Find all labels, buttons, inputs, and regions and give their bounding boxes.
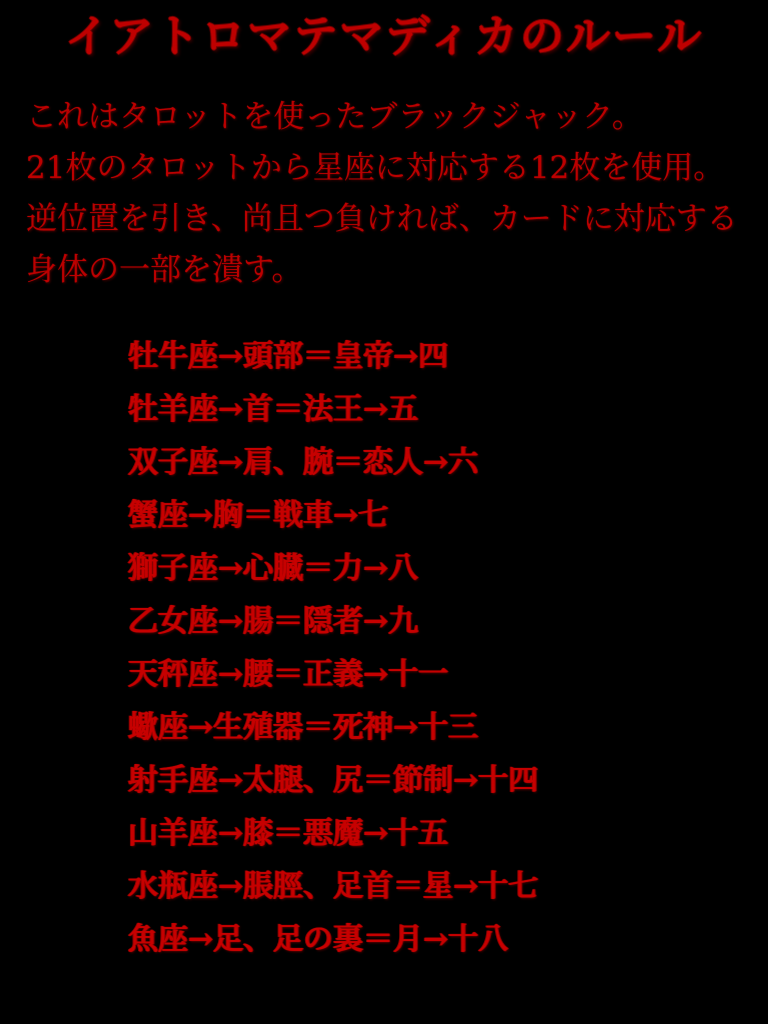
intro-line-1: これはタロットを使ったブラックジャック。 — [26, 99, 643, 135]
list-item: 牡羊座→首＝法王→五 — [128, 392, 419, 427]
list-item: 獅子座→心臓＝力→八 — [128, 551, 419, 586]
zodiac-mapping-list — [0, 330, 768, 966]
intro-text — [26, 92, 742, 296]
page-title: イアトロマテマディカのルール — [64, 11, 704, 62]
list-item: 牡牛座→頭部＝皇帝→四 — [128, 339, 449, 374]
intro-line-3: 逆位置を引き、尚且つ負ければ、カードに対応する身体の一部を潰す。 — [26, 201, 738, 288]
list-item: 乙女座→腸＝隠者→九 — [128, 604, 419, 639]
list-item: 水瓶座→脹脛、足首＝星→十七 — [128, 869, 539, 904]
list-item: 蠍座→生殖器＝死神→十三 — [128, 710, 479, 745]
list-item: 山羊座→膝＝悪魔→十五 — [128, 816, 449, 851]
intro-line-2: 21枚のタロットから星座に対応する12枚を使用。 — [26, 150, 725, 186]
list-item: 双子座→肩、腕＝恋人→六 — [128, 445, 479, 480]
list-item: 射手座→太腿、尻＝節制→十四 — [128, 763, 539, 798]
list-item: 魚座→足、足の裏＝月→十八 — [128, 922, 509, 957]
list-item: 蟹座→胸＝戦車→七 — [128, 498, 389, 533]
list-item: 天秤座→腰＝正義→十一 — [128, 657, 449, 692]
